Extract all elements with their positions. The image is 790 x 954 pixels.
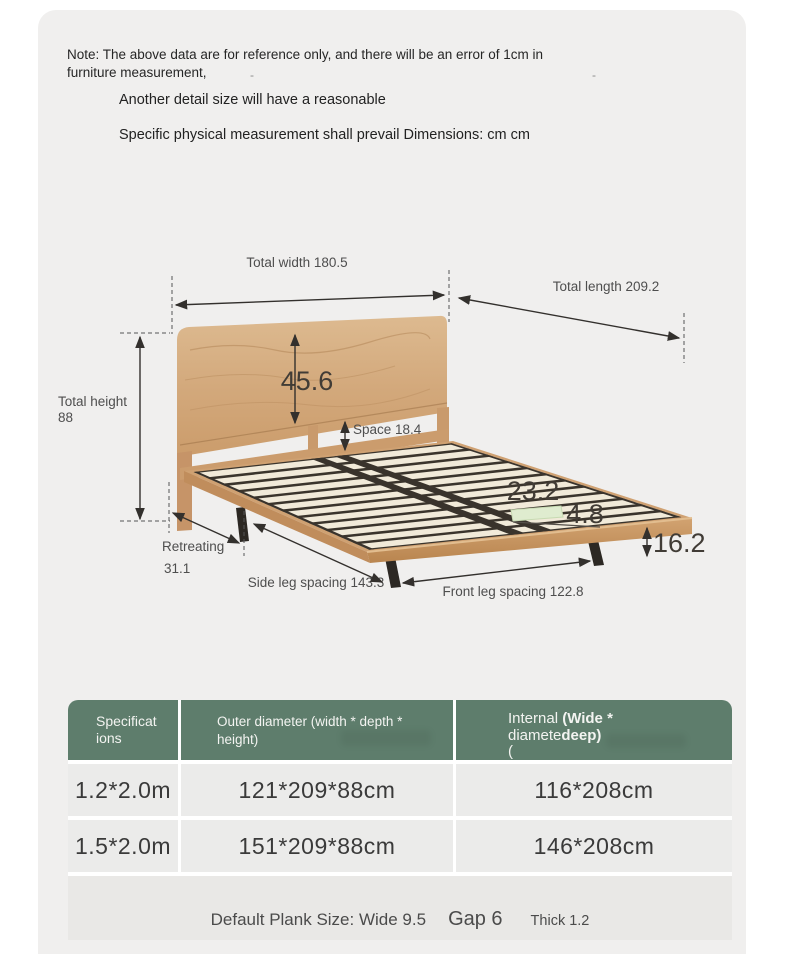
total-length-label: Total length 209.2 xyxy=(552,279,660,294)
table-row xyxy=(68,820,732,872)
thick-label: Thick 1.2 xyxy=(530,913,590,929)
internal-cell: 146*208cm xyxy=(456,820,732,872)
bed-dimension-diagram xyxy=(40,240,760,620)
total-height-label: Total height xyxy=(58,394,128,409)
retreating-label: Retreating xyxy=(162,539,225,554)
note-physical-measurement: Specific physical measurement shall prevail Dimensions: cm cm xyxy=(119,127,530,143)
headboard-height-label: 45.6 xyxy=(280,366,334,396)
internal-cell: 116*208cm xyxy=(456,764,732,816)
artifact-dash: - xyxy=(592,68,596,82)
gap-label: Gap 6 xyxy=(448,908,503,930)
note-reference: Note: The above data are for reference only, and there will be an error of 1cm in furniture measurement, xyxy=(67,47,544,80)
plank-size-label: Default Plank Size: Wide 9.5 xyxy=(210,910,427,929)
front-left-leg xyxy=(385,557,401,588)
header-specifications: Specifications xyxy=(68,700,178,760)
table-footer xyxy=(68,876,732,940)
outer-cell: 151*209*88cm xyxy=(181,820,453,872)
retreating-value: 31.1 xyxy=(164,561,191,576)
spec-cell: 1.5*2.0m xyxy=(68,820,178,872)
artifact-patch xyxy=(606,734,686,748)
header-internal-diameter: Internal (Wide * diametedeep) ( xyxy=(456,700,732,760)
table-row xyxy=(68,764,732,816)
spec-table xyxy=(68,700,732,940)
frame-thickness-label: 16.2 xyxy=(653,528,706,558)
front-leg-spacing-label: Front leg spacing 122.8 xyxy=(442,584,584,599)
artifact-dash: - xyxy=(250,68,254,82)
note-detail-size: Another detail size will have a reasonable xyxy=(119,92,386,108)
table-header-row xyxy=(68,700,732,760)
slat-detail-label: 4.8 xyxy=(566,499,604,529)
total-height-value: 88 xyxy=(58,410,74,425)
side-leg xyxy=(236,507,249,542)
bed-platform xyxy=(184,441,692,588)
spec-cell: 1.2*2.0m xyxy=(68,764,178,816)
space-label: Space 18.4 xyxy=(353,422,422,437)
outer-cell: 121*209*88cm xyxy=(181,764,453,816)
total-width-label: Total width 180.5 xyxy=(246,255,348,270)
header-outer-diameter: Outer diameter (width * depth * height) xyxy=(181,700,453,760)
side-leg-spacing-label: Side leg spacing 143.3 xyxy=(247,575,385,590)
slat-length-label: 23.2 xyxy=(506,476,560,506)
artifact-patch xyxy=(341,730,431,746)
